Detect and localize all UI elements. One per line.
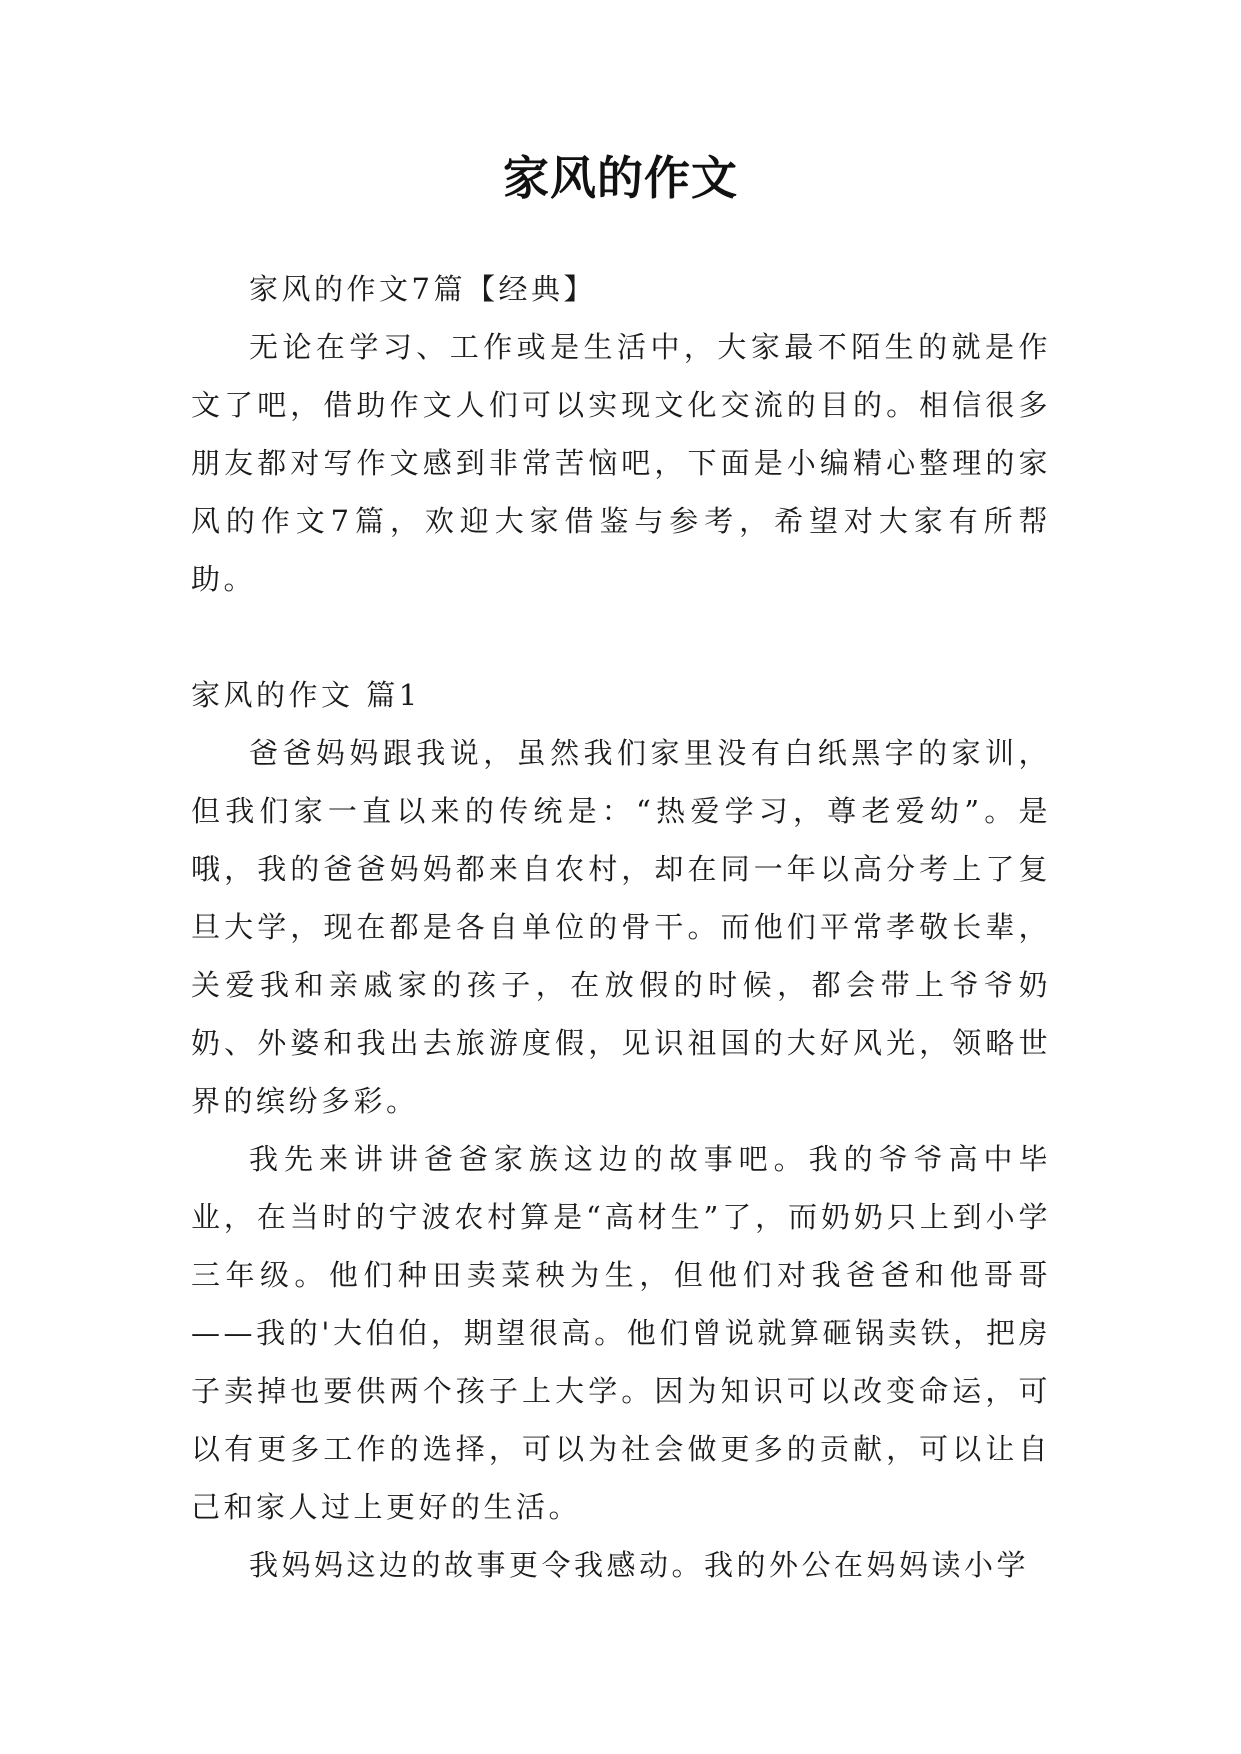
document-title: 家风的作文 xyxy=(503,151,738,205)
document-body xyxy=(191,260,1051,1594)
intro-heading: 家风的作文7篇【经典】 xyxy=(249,272,596,306)
section-gap xyxy=(191,608,1051,666)
body-paragraph: 我先来讲讲爸爸家族这边的故事吧。我的爷爷高中毕业，在当时的宁波农村算是“高材生”了，而奶奶只上到小学三年级。他们种田卖菜秧为生，但他们对我爸爸和他哥哥——我的'大伯伯，期望很高。他们曾说就算砸锅卖铁，把房子卖掉也要供两个孩子上大学。因为知识可以改变命运，可以有更多工作的选择，可以为社会做更多的贡献，可以让自己和家人过上更好的生活。 xyxy=(191,1142,1051,1524)
intro-paragraph: 无论在学习、工作或是生活中，大家最不陌生的就是作文了吧，借助作文人们可以实现文化交流的目的。相信很多朋友都对写作文感到非常苦恼吧，下面是小编精心整理的家风的作文7篇，欢迎大家借鉴与参考，希望对大家有所帮助。 xyxy=(191,330,1051,596)
section-heading: 家风的作文 篇1 xyxy=(191,678,421,712)
body-paragraph: 爸爸妈妈跟我说，虽然我们家里没有白纸黑字的家训，但我们家一直以来的传统是：“热爱学习，尊老爱幼”。是哦，我的爸爸妈妈都来自农村，却在同一年以高分考上了复旦大学，现在都是各自单位的骨干。而他们平常孝敬长辈，关爱我和亲戚家的孩子，在放假的时候，都会带上爷爷奶奶、外婆和我出去旅游度假，见识祖国的大好风光，领略世界的缤纷多彩。 xyxy=(191,736,1051,1118)
body-paragraph: 我妈妈这边的故事更令我感动。我的外公在妈妈读小学 xyxy=(249,1548,1030,1582)
